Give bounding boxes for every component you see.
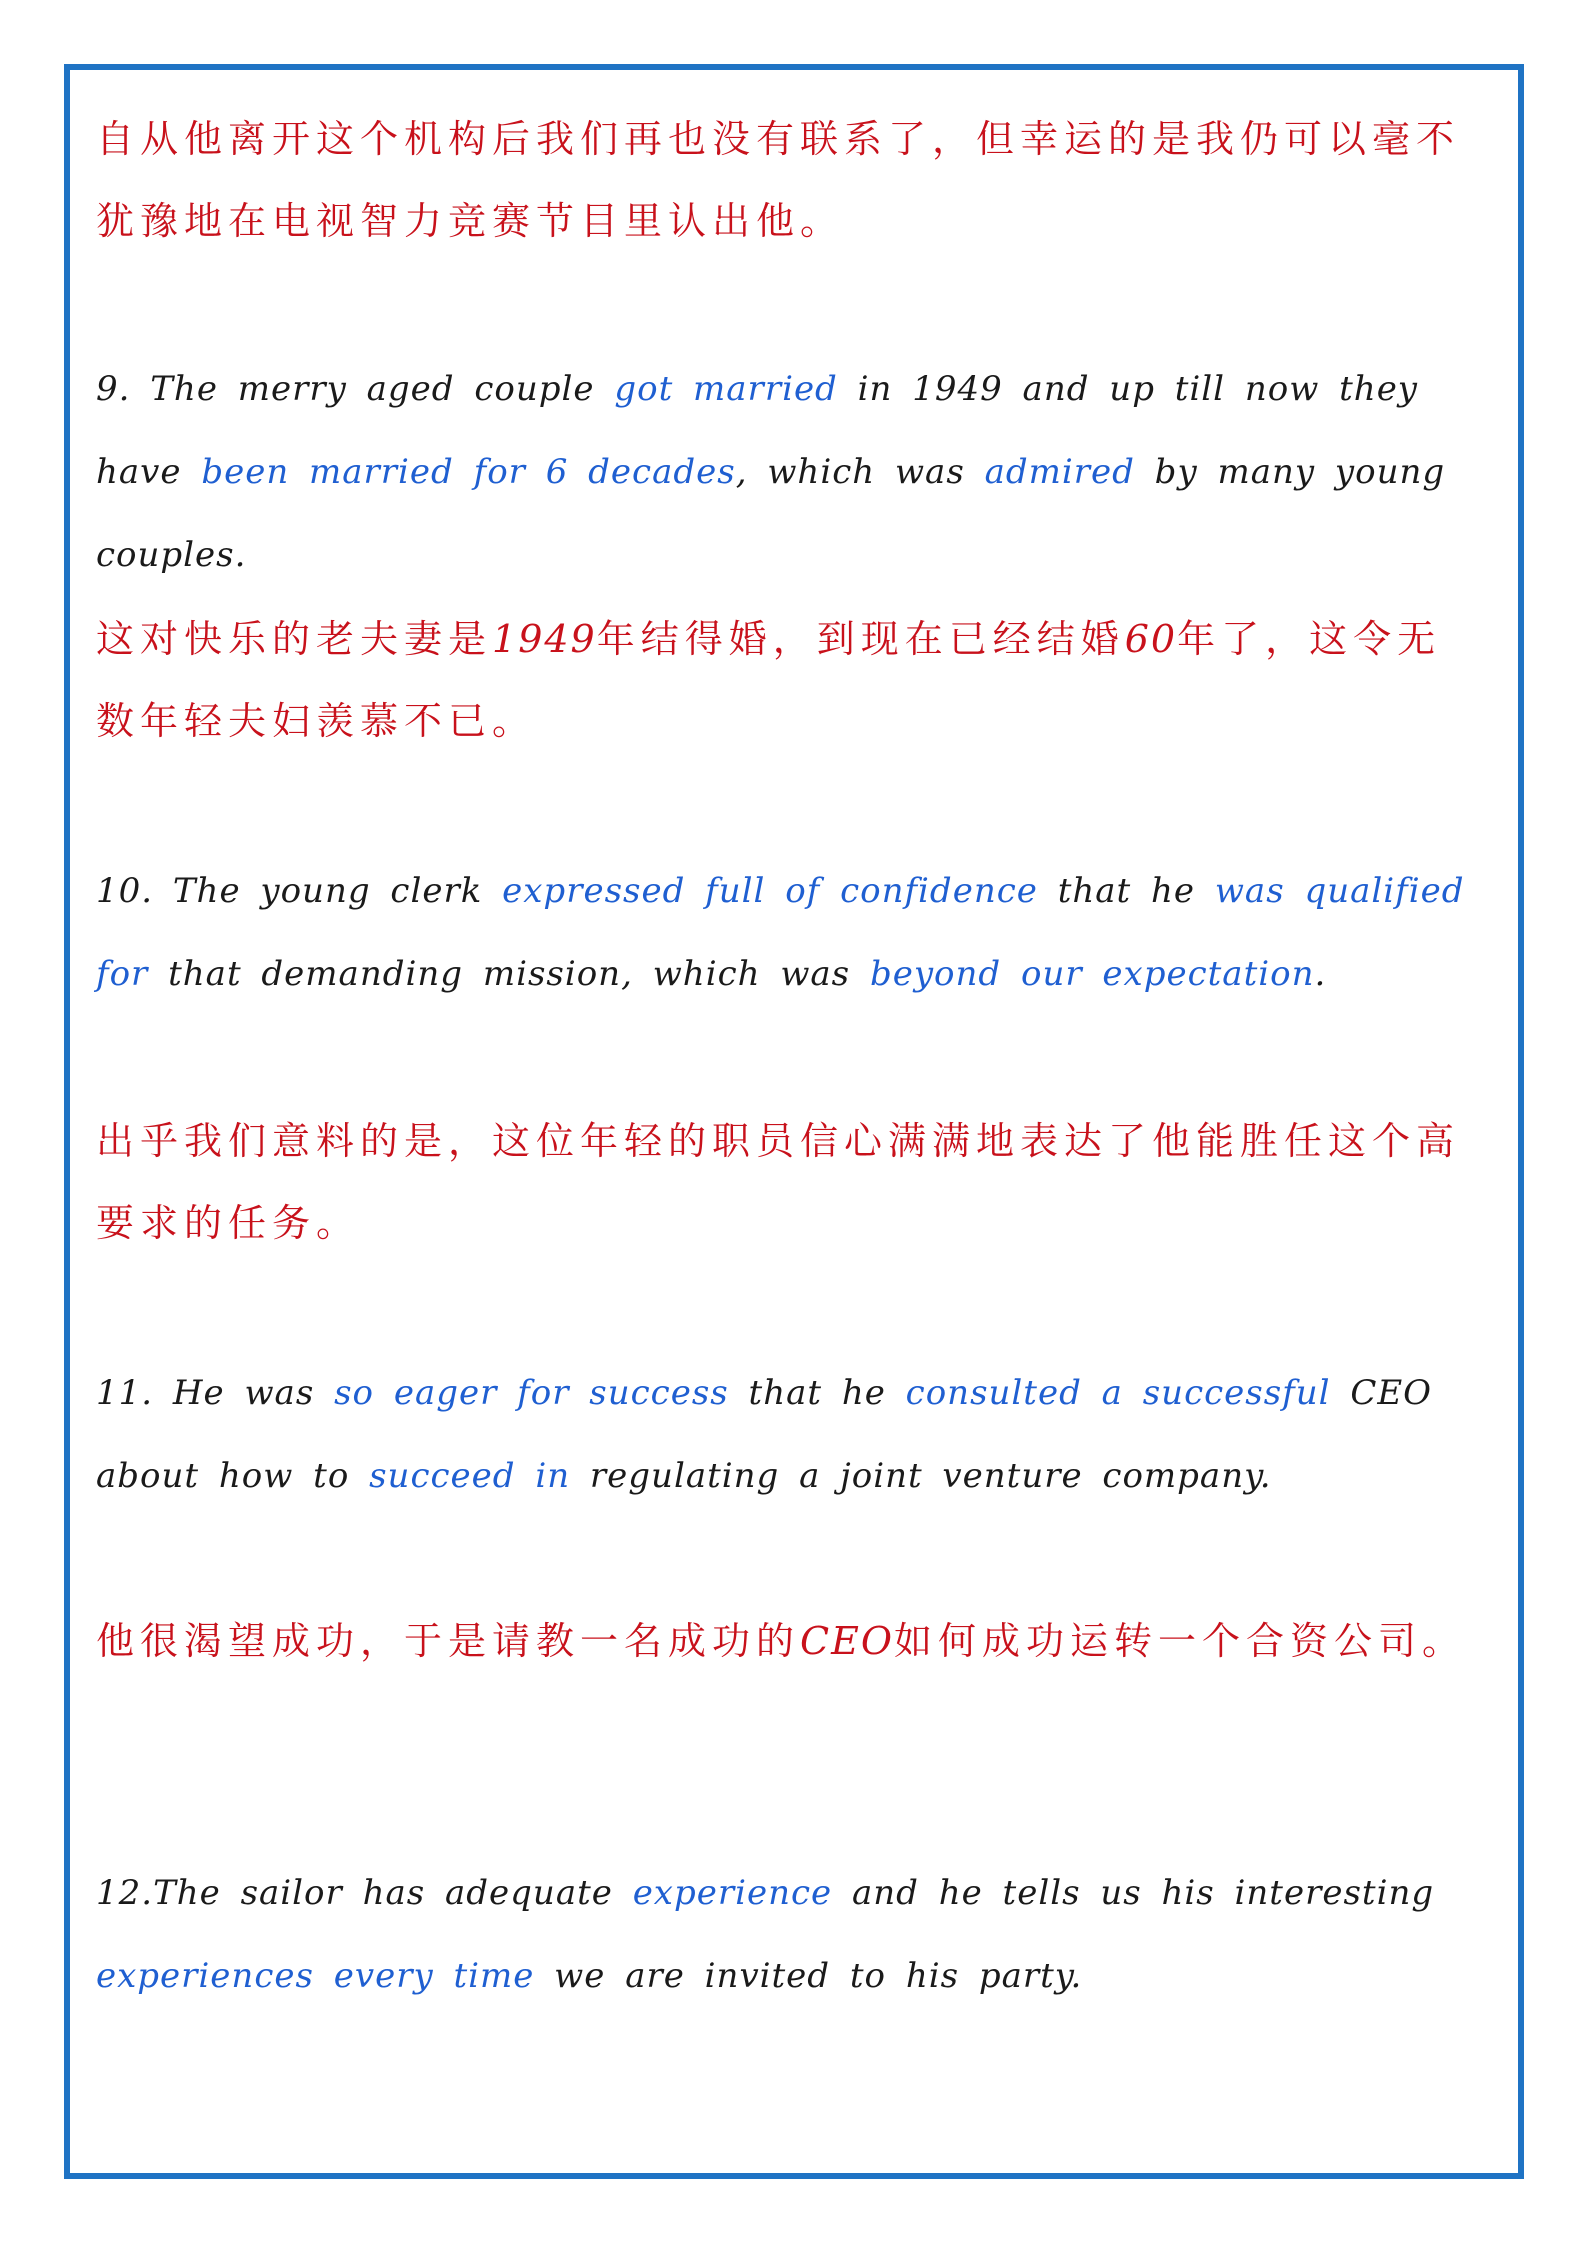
inline-latin-text: CEO [800,1619,894,1663]
inline-latin-text: 60 [1124,617,1178,661]
sentence-text: , which was [735,452,985,492]
highlighted-phrase: beyond our expectation [869,954,1315,994]
sentence-text: that he [728,1373,906,1413]
sentence-text: 年结得婚，到现在已经结婚 [596,617,1125,661]
highlighted-phrase: consulted a successful [905,1373,1331,1413]
highlighted-phrase: experience [632,1873,833,1913]
sentence-text: 他很渴望成功，于是请教一名成功的 [96,1619,801,1663]
highlighted-phrase: succeed in [369,1456,571,1496]
english-sentence-9 [96,348,1476,597]
highlighted-phrase: experiences every time [96,1956,535,1996]
sentence-text: in 1949 and up till now they have [96,369,1419,492]
sentence-text: that demanding mission, which was [148,954,870,994]
highlighted-phrase: been married for 6 decades [201,452,736,492]
sentence-text: 如何成功运转一个合资公司。 [893,1619,1466,1663]
highlighted-phrase: expressed full of confidence [502,871,1038,911]
sentence-text: 出乎我们意料的是，这位年轻的职员信心满满地表达了他能胜任这个高要求的任务。 [96,1119,1461,1245]
highlighted-phrase: got married [614,369,838,409]
sentence-text: . [1314,954,1327,994]
highlighted-phrase: admired [984,452,1135,492]
inline-latin-text: 1949 [492,617,597,661]
english-sentence-10 [96,850,1476,1016]
sentence-text: 10. The young clerk [96,871,503,911]
chinese-translation-10 [96,1100,1476,1264]
sentence-text: 11. He was [96,1373,335,1413]
sentence-text: CEO about how to [96,1373,1433,1496]
english-sentence-11 [96,1352,1476,1518]
english-sentence-12 [96,1852,1476,2018]
sentence-text: and he tells us his interesting [832,1873,1435,1913]
sentence-text: 自从他离开这个机构后我们再也没有联系了，但幸运的是我仍可以毫不犹豫地在电视智力竞赛节目里认出他。 [96,117,1461,243]
sentence-text: by many young couples. [96,452,1446,575]
sentence-text: we are invited to his party. [534,1956,1083,1996]
sentence-text: 年了，这令无数年轻夫妇羡慕不已。 [96,617,1442,743]
sentence-text: 这对快乐的老夫妻是 [96,617,493,661]
highlighted-phrase: was qualified for [96,871,1465,994]
sentence-text: 9. The merry aged couple [96,369,615,409]
chinese-translation-8 [96,98,1476,262]
chinese-translation-9 [96,598,1476,762]
sentence-text: that he [1037,871,1215,911]
chinese-translation-11 [96,1600,1476,1682]
sentence-text: 12.The sailor has adequate [96,1873,633,1913]
highlighted-phrase: so eager for success [334,1373,729,1413]
sentence-text: regulating a joint venture company. [570,1456,1272,1496]
